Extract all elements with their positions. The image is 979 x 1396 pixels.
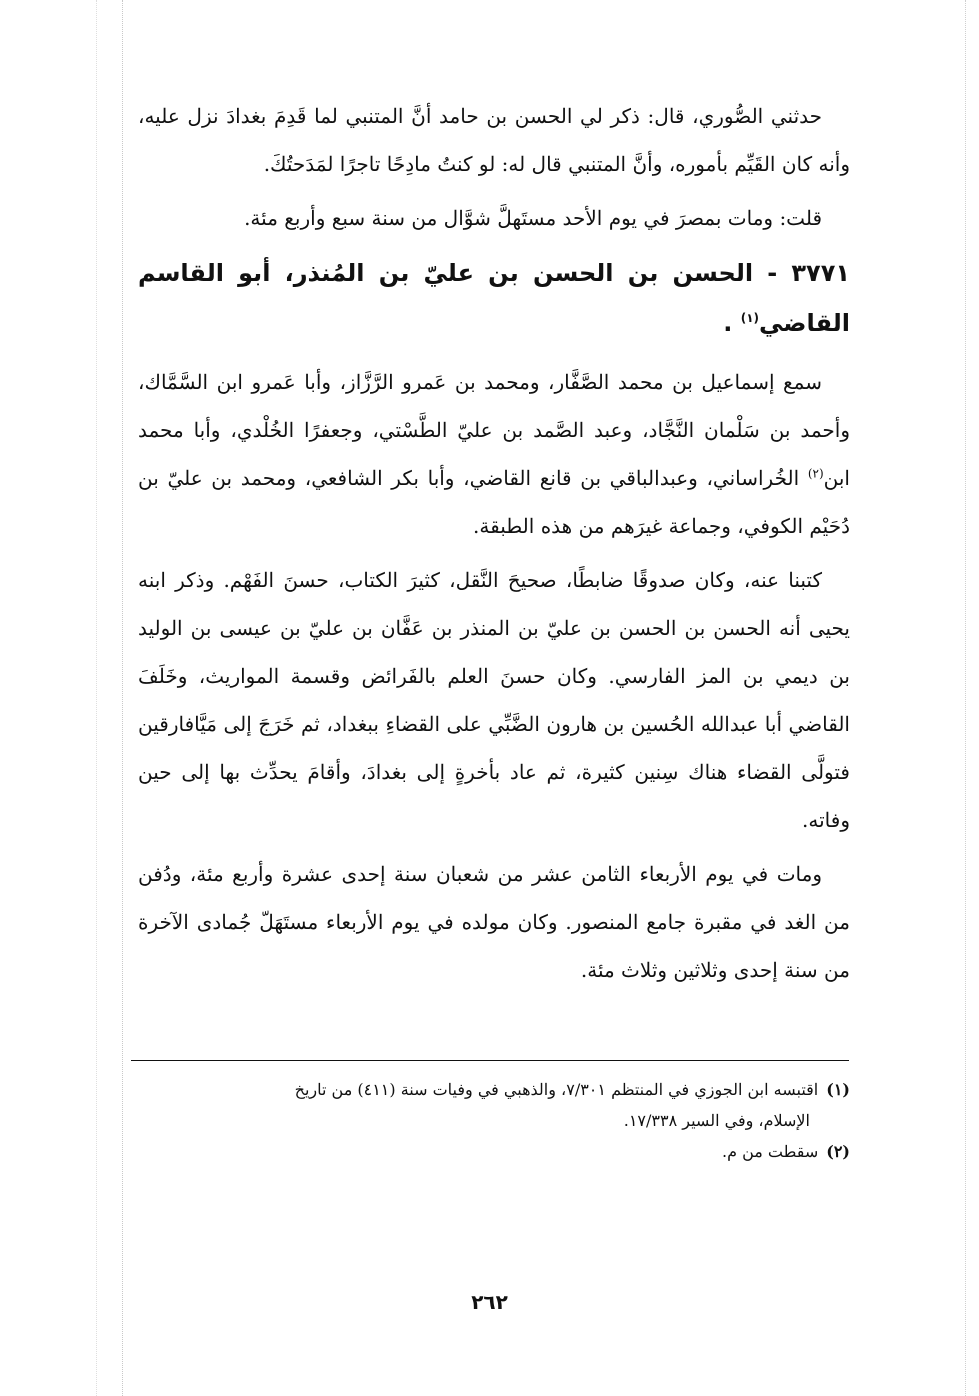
paragraph — [138, 358, 850, 550]
paragraph: حدثني الصُّوري، قال: ذكر لي الحسن بن حامد أنَّ المتنبي لما قَدِمَ بغدادَ نزل عليه، وأنه كان القَيِّم بأموره، وأنَّ المتنبي قال له: لو كنتُ مادِحًا تاجرًا لمَدَحتُكَ. — [138, 104, 850, 176]
paragraph: كتبنا عنه، وكان صدوقًا ضابطًا، صحيحَ النَّقل، كثيرَ الكتاب، حسنَ الفَهْم. وذكر ابنه يحيى أنه الحسن بن الحسن بن عليّ بن المنذر بن عَفَّان بن عليّ بن عيسى بن الوليد بن ديمي بن المز الفارسي. وكان حسنَ العلم بالفَرائض وقسمة المواريث، وخَلَفَ القاضي أبا عبدالله الحُسين بن هارون الضَّبِّي على القضاءِ ببغداد، ثم خَرَجَ إلى مَيَّافارقين فتولَّى القضاء هناك سِنين كثيرة، ثم عاد بأخرةٍ إلى بغدادَ، وأقامَ يحدِّث بها إلى حين وفاته. — [138, 568, 850, 832]
scan-artifact-line — [96, 0, 97, 1396]
entry-heading — [138, 248, 850, 348]
paragraph-text: سمع إسماعيل بن محمد الصَّفَّار، ومحمد بن عَمرو الرَّزَّاز، وأبا عَمرو ابن السَّمَّاك، وأحمد بن سَلْمان النَّجَّاد، وعبد الصَّمد بن عليّ الطَّسْتي، وجعفرًا الخُلْدي، وأبا محمد ابن — [138, 370, 850, 490]
main-text — [138, 92, 850, 1000]
footnote-number: (٢) — [826, 1142, 850, 1161]
footnote-text: سقطت من م. — [722, 1142, 819, 1161]
footnotes — [138, 1076, 850, 1169]
footnote-divider — [131, 1060, 849, 1061]
paragraph: ومات في يوم الأربعاء الثامن عشر من شعبان سنة إحدى عشرة وأربع مئة، ودُفن من الغد في مقبرة جامع المنصور. وكان مولده في يوم الأربعاء مستَهَلّ جُمادى الآخرة من سنة إحدى وثلاثين وثلاث مئة. — [138, 862, 850, 982]
entry-heading-text: ٣٧٧١ - الحسن بن الحسن بن عليّ بن المُنذر، أبو القاسم القاضي — [138, 259, 850, 337]
footnote-1 — [138, 1076, 850, 1104]
page-number: ٢٦٢ — [471, 1290, 508, 1314]
paragraph-text: الخُراساني، وعبدالباقي بن قانع القاضي، وأبا بكر الشافعي، ومحمد بن عليّ بن دُحَيْم الكوفي، وجماعة غيرَهم من هذه الطبقة. — [138, 466, 850, 538]
scan-artifact-line — [965, 0, 966, 1396]
footnote-1-continued: الإسلام، وفي السير ١٧/٣٣٨. — [623, 1111, 810, 1130]
footnote-ref: (١) — [740, 311, 759, 325]
footnote-number: (١) — [826, 1080, 850, 1099]
footnote-text: اقتبسه ابن الجوزي في المنتظم ٧/٣٠١، والذهبي في وفيات سنة (٤١١) من تاريخ — [294, 1080, 819, 1099]
footnote-2 — [138, 1138, 850, 1166]
paragraph: قلت: ومات بمصرَ في يوم الأحد مستَهلَّ شوَّال من سنة سبع وأربع مئة. — [244, 206, 822, 230]
heading-end: . — [723, 309, 733, 337]
scan-artifact-line — [122, 0, 123, 1396]
footnote-ref: (٢) — [807, 466, 824, 481]
